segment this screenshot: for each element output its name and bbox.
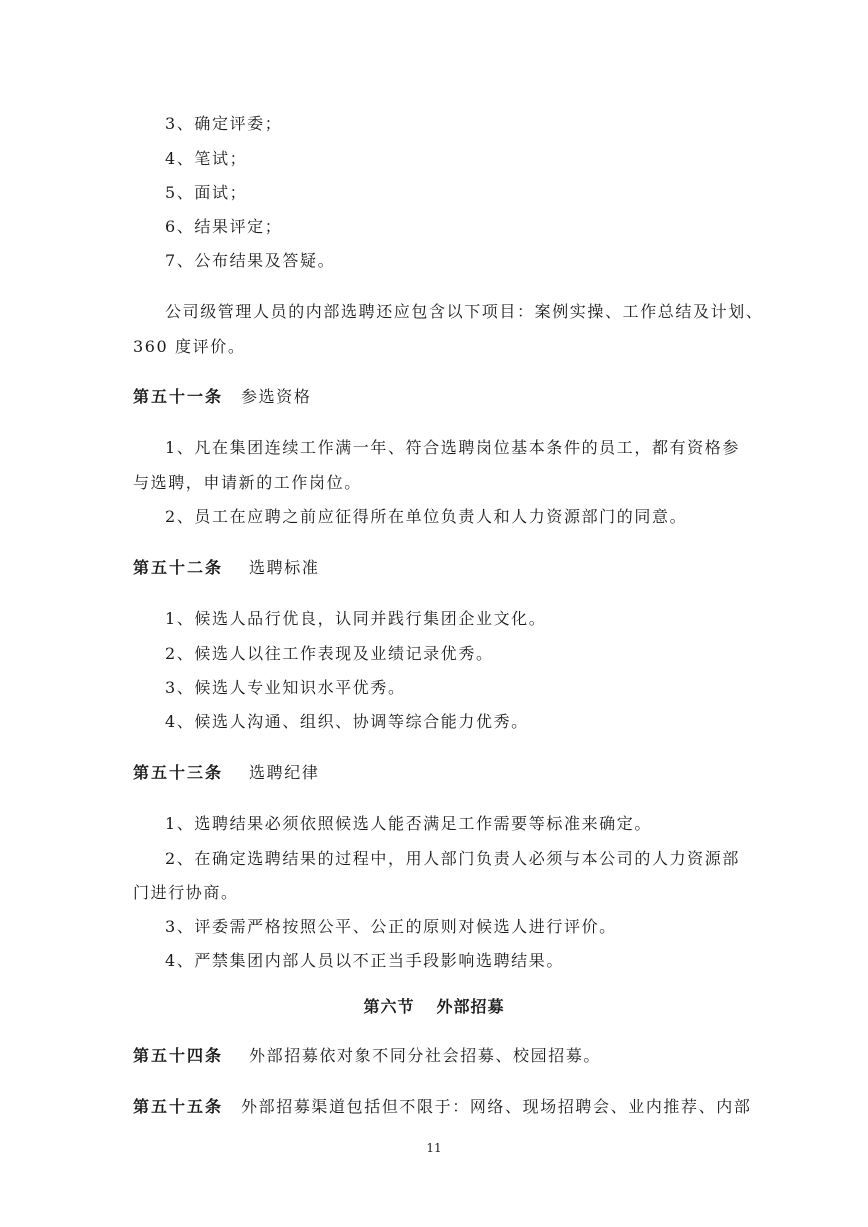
article-heading-53 — [133, 762, 319, 784]
list-item: 7、公布结果及答疑。 — [165, 251, 336, 270]
list-item: 4、笔试； — [165, 149, 248, 168]
list-item: 1、选聘结果必须依照候选人能否满足工作需要等标准来确定。 — [165, 814, 652, 833]
article-label: 第五十一条 — [133, 387, 224, 406]
list-item: 2、员工在应聘之前应征得所在单位负责人和人力资源部门的同意。 — [165, 507, 688, 526]
article-55 — [133, 1096, 751, 1118]
paragraph-line: 1、凡在集团连续工作满一年、符合选聘岗位基本条件的员工，都有资格参 — [165, 438, 740, 457]
section-title: 外部招募 — [436, 997, 505, 1016]
list-item: 4、严禁集团内部人员以不正当手段影响选聘结果。 — [165, 951, 564, 970]
article-label: 第五十三条 — [133, 763, 224, 782]
article-label: 第五十二条 — [133, 558, 224, 577]
paragraph-line: 与选聘，申请新的工作岗位。 — [133, 473, 362, 492]
article-54 — [133, 1045, 601, 1067]
article-title: 选聘纪律 — [249, 763, 320, 782]
paragraph-line: 门进行协商。 — [133, 883, 239, 902]
section-heading — [0, 996, 868, 1018]
article-heading-51 — [133, 386, 311, 408]
paragraph-line: 2、在确定选聘结果的过程中，用人部门负责人必须与本公司的人力资源部 — [165, 849, 740, 868]
article-title: 参选资格 — [241, 387, 312, 406]
article-label: 第五十五条 — [133, 1097, 224, 1116]
article-text: 外部招募依对象不同分社会招募、校园招募。 — [249, 1046, 602, 1065]
article-text: 外部招募渠道包括但不限于：网络、现场招聘会、业内推荐、内部 — [241, 1097, 752, 1116]
article-title: 选聘标准 — [249, 558, 320, 577]
page-number: 11 — [426, 1141, 442, 1155]
list-item: 1、候选人品行优良，认同并践行集团企业文化。 — [165, 609, 547, 628]
section-label: 第六节 — [363, 997, 415, 1016]
article-heading-52 — [133, 557, 319, 579]
paragraph-line: 公司级管理人员的内部选聘还应包含以下项目：案例实操、工作总结及计划、 — [165, 302, 764, 321]
list-item: 2、候选人以往工作表现及业绩记录优秀。 — [165, 644, 494, 663]
list-item: 5、面试； — [165, 183, 248, 202]
article-label: 第五十四条 — [133, 1046, 224, 1065]
list-item: 6、结果评定； — [165, 217, 283, 236]
list-item: 4、候选人沟通、组织、协调等综合能力优秀。 — [165, 712, 529, 731]
list-item: 3、候选人专业知识水平优秀。 — [165, 678, 406, 697]
list-item: 3、确定评委； — [165, 114, 283, 133]
list-item: 3、评委需严格按照公平、公正的原则对候选人进行评价。 — [165, 917, 617, 936]
paragraph-line: 360 度评价。 — [133, 337, 246, 356]
